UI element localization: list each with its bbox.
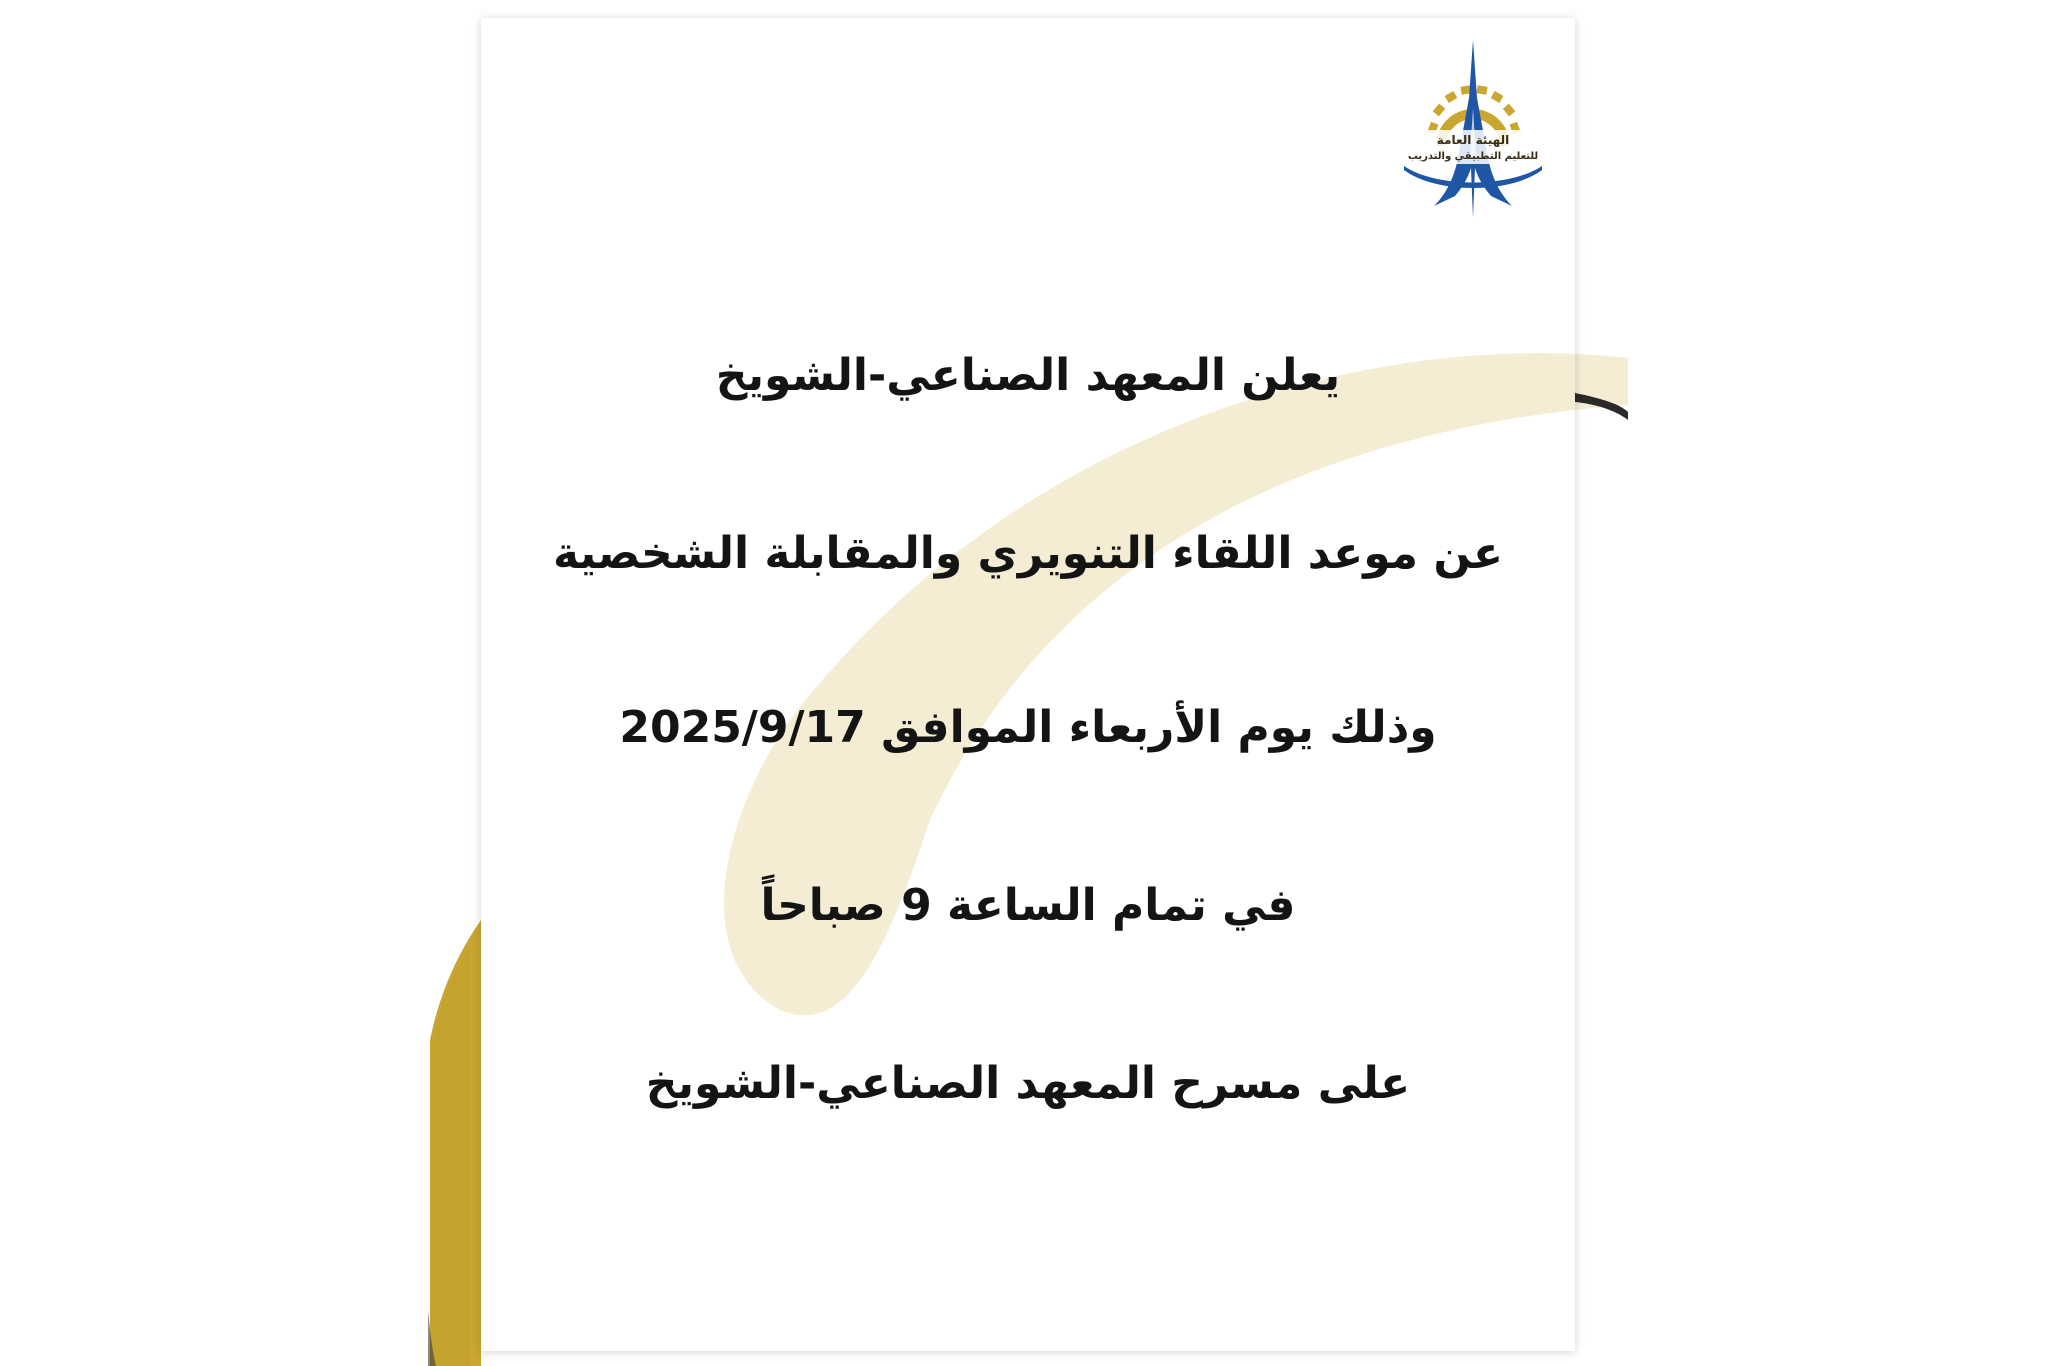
announcement-line-venue: على مسرح المعهد الصناعي-الشويخ	[645, 1058, 1411, 1109]
logo-text-line1: الهيئة العامة	[1436, 133, 1510, 147]
announcement-line-subject: عن موعد اللقاء التنويري والمقابلة الشخصية	[552, 528, 1504, 579]
logo-text-line2: للتعليم التطبيقي والتدريب	[1407, 151, 1539, 162]
tower-gear-logo-icon	[1396, 38, 1550, 222]
announcement-line-institute: يعلن المعهد الصناعي-الشويخ	[715, 350, 1341, 401]
announcement-line-date: وذلك يوم الأربعاء الموافق 2025/9/17	[619, 702, 1437, 753]
gold-wave-outer	[430, 945, 470, 1366]
announcement-line-time: في تمام الساعة 9 صباحاً	[760, 880, 1296, 931]
